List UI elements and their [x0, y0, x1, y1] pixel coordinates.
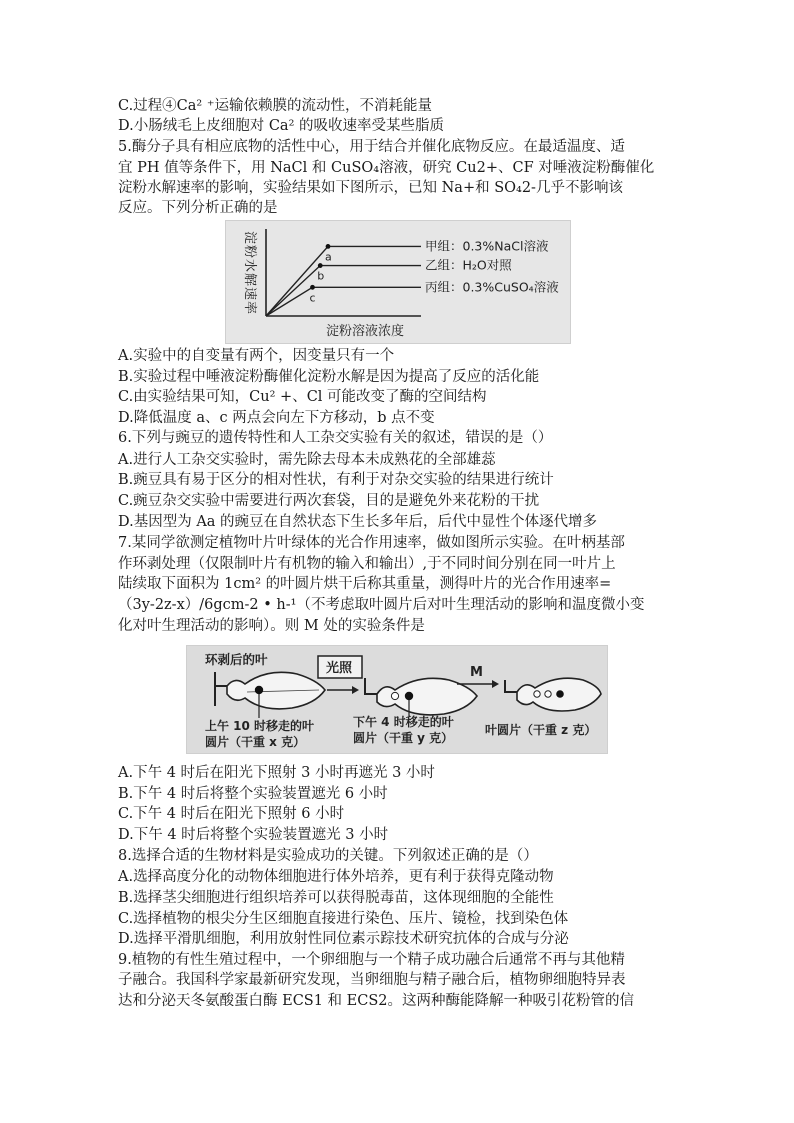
caption-2-line-1: 下午 4 时移走的叶	[353, 715, 454, 729]
text-line: 作环剥处理（仅限制叶片有机物的输入和输出）,于不同时间分别在同一叶片上	[118, 556, 616, 572]
leaf-3-hole-2	[545, 691, 551, 697]
text-line: D.降低温度 a、c 两点会向左下方移动，b 点不变	[118, 410, 435, 426]
text-line: B.下午 4 时后将整个实验装置遮光 6 小时	[118, 786, 388, 802]
light-box-label: 光照	[326, 661, 353, 676]
text-line: B.豌豆具有易于区分的相对性状，有利于对杂交实验的结果进行统计	[118, 472, 554, 488]
text-line: C.过程④Ca² ⁺运输依赖膜的流动性，不消耗能量	[118, 98, 432, 114]
text-line: 化对叶生理活动的影响）。则 M 处的实验条件是	[118, 618, 425, 634]
y-axis-label: 淀粉水解速率	[242, 231, 257, 316]
text-line: B.选择茎尖细胞进行组织培养可以获得脱毒苗，这体现细胞的全能性	[118, 890, 554, 906]
text-line: 淀粉水解速率的影响，实验结果如下图所示，已知 Na+和 SO₄2-几乎不影响该	[118, 180, 623, 196]
text-line: 子融合。我国科学家最新研究发现，当卵细胞与精子融合后，植物卵细胞特异表	[118, 972, 626, 988]
legend-label-2: 丙组：0.3%CuSO₄溶液	[425, 279, 559, 295]
text-line: D.小肠绒毛上皮细胞对 Ca² 的吸收速率受某些脂质	[118, 118, 444, 134]
legend-label-1: 乙组：H₂O对照	[425, 257, 512, 273]
text-line: D.选择平滑肌细胞，利用放射性同位素示踪技术研究抗体的合成与分泌	[118, 931, 569, 947]
text-line: A.选择高度分化的动物体细胞进行体外培养，更有利于获得克隆动物	[118, 869, 554, 885]
data-point-c	[310, 285, 315, 290]
text-line: D.基因型为 Aa 的豌豆在自然状态下生长多年后，后代中显性个体逐代增多	[118, 514, 598, 530]
text-line: 5.酶分子具有相应底物的活性中心，用于结合并催化底物反应。在最适温度、适	[118, 139, 625, 155]
text-line: （3y-2z-x）/6gcm-2 • h-¹（不考虑取叶圆片后对叶生理活动的影响和温度微小变	[118, 597, 645, 613]
caption-2-line-2: 圆片（干重 y 克）	[353, 731, 454, 745]
leaf-3-hole-1	[534, 691, 540, 697]
series-line-2	[266, 287, 421, 316]
caption-1-line-2: 圆片（干重 x 克）	[205, 735, 306, 749]
leaf-3	[505, 678, 601, 711]
caption-1-line-1: 上午 10 时移走的叶	[205, 719, 315, 733]
leaf-3-disc	[556, 690, 564, 698]
text-line: C.豌豆杂交实验中需要进行两次套袋，目的是避免外来花粉的干扰	[118, 493, 540, 509]
arrow-m-label: M	[470, 665, 483, 680]
leaf-disc-experiment-diagram	[186, 645, 608, 754]
x-axis-label: 淀粉溶液浓度	[326, 324, 405, 339]
text-line: 反应。下列分析正确的是	[118, 200, 278, 216]
data-point-a	[326, 244, 331, 249]
girdled-leaf-label: 环剥后的叶	[205, 652, 268, 667]
text-line: D.下午 4 时后将整个实验装置遮光 3 小时	[118, 827, 389, 843]
text-line: B.实验过程中唾液淀粉酶催化淀粉水解是因为提高了反应的活化能	[118, 369, 540, 385]
text-line: C.下午 4 时后在阳光下照射 6 小时	[118, 806, 345, 822]
leaf-1-disc	[255, 686, 263, 694]
leaf-2-disc	[405, 692, 413, 700]
text-line: 达和分泌天冬氨酸蛋白酶 ECS1 和 ECS2。这两种酶能降解一种吸引花粉管的信	[118, 993, 635, 1009]
text-line: C.由实验结果可知，Cu² +、Cl 可能改变了酶的空间结构	[118, 389, 487, 405]
text-line: 陆续取下面积为 1cm² 的叶圆片烘干后称其重量，测得叶片的光合作用速率=	[118, 576, 612, 592]
data-point-b	[318, 263, 323, 268]
leaf-2-hole	[391, 692, 398, 699]
caption-3: 叶圆片（干重 z 克）	[485, 723, 597, 737]
text-line: 6.下列与豌豆的遗传特性和人工杂交实验有关的叙述，错误的是（）	[118, 430, 553, 446]
series-line-0	[266, 246, 421, 316]
text-line: A.下午 4 时后在阳光下照射 3 小时再遮光 3 小时	[118, 765, 435, 781]
text-line: 9.植物的有性生殖过程中，一个卵细胞与一个精子成功融合后通常不再与其他精	[118, 952, 625, 968]
point-label-b: b	[317, 269, 325, 283]
text-line: 7.某同学欲测定植物叶片叶绿体的光合作用速率，做如图所示实验。在叶柄基部	[118, 535, 625, 551]
text-line: A.进行人工杂交实验时，需先除去母本未成熟花的全部雄蕊	[118, 452, 496, 468]
text-line: 8.选择合适的生物材料是实验成功的关键。下列叙述正确的是（）	[118, 848, 538, 864]
starch-hydrolysis-chart	[225, 220, 571, 344]
text-line: C.选择植物的根尖分生区细胞直接进行染色、压片、镜检，找到染色体	[118, 911, 569, 927]
point-label-a: a	[325, 250, 332, 264]
text-line: A.实验中的自变量有两个，因变量只有一个	[118, 348, 395, 364]
point-label-c: c	[309, 291, 316, 305]
leaf-1	[215, 672, 325, 718]
text-line: 宜 PH 值等条件下，用 NaCl 和 CuSO₄溶液，研究 Cu2+、CF 对唾液淀粉酶催化	[118, 160, 655, 176]
legend-label-0: 甲组：0.3%NaCl溶液	[425, 238, 549, 254]
